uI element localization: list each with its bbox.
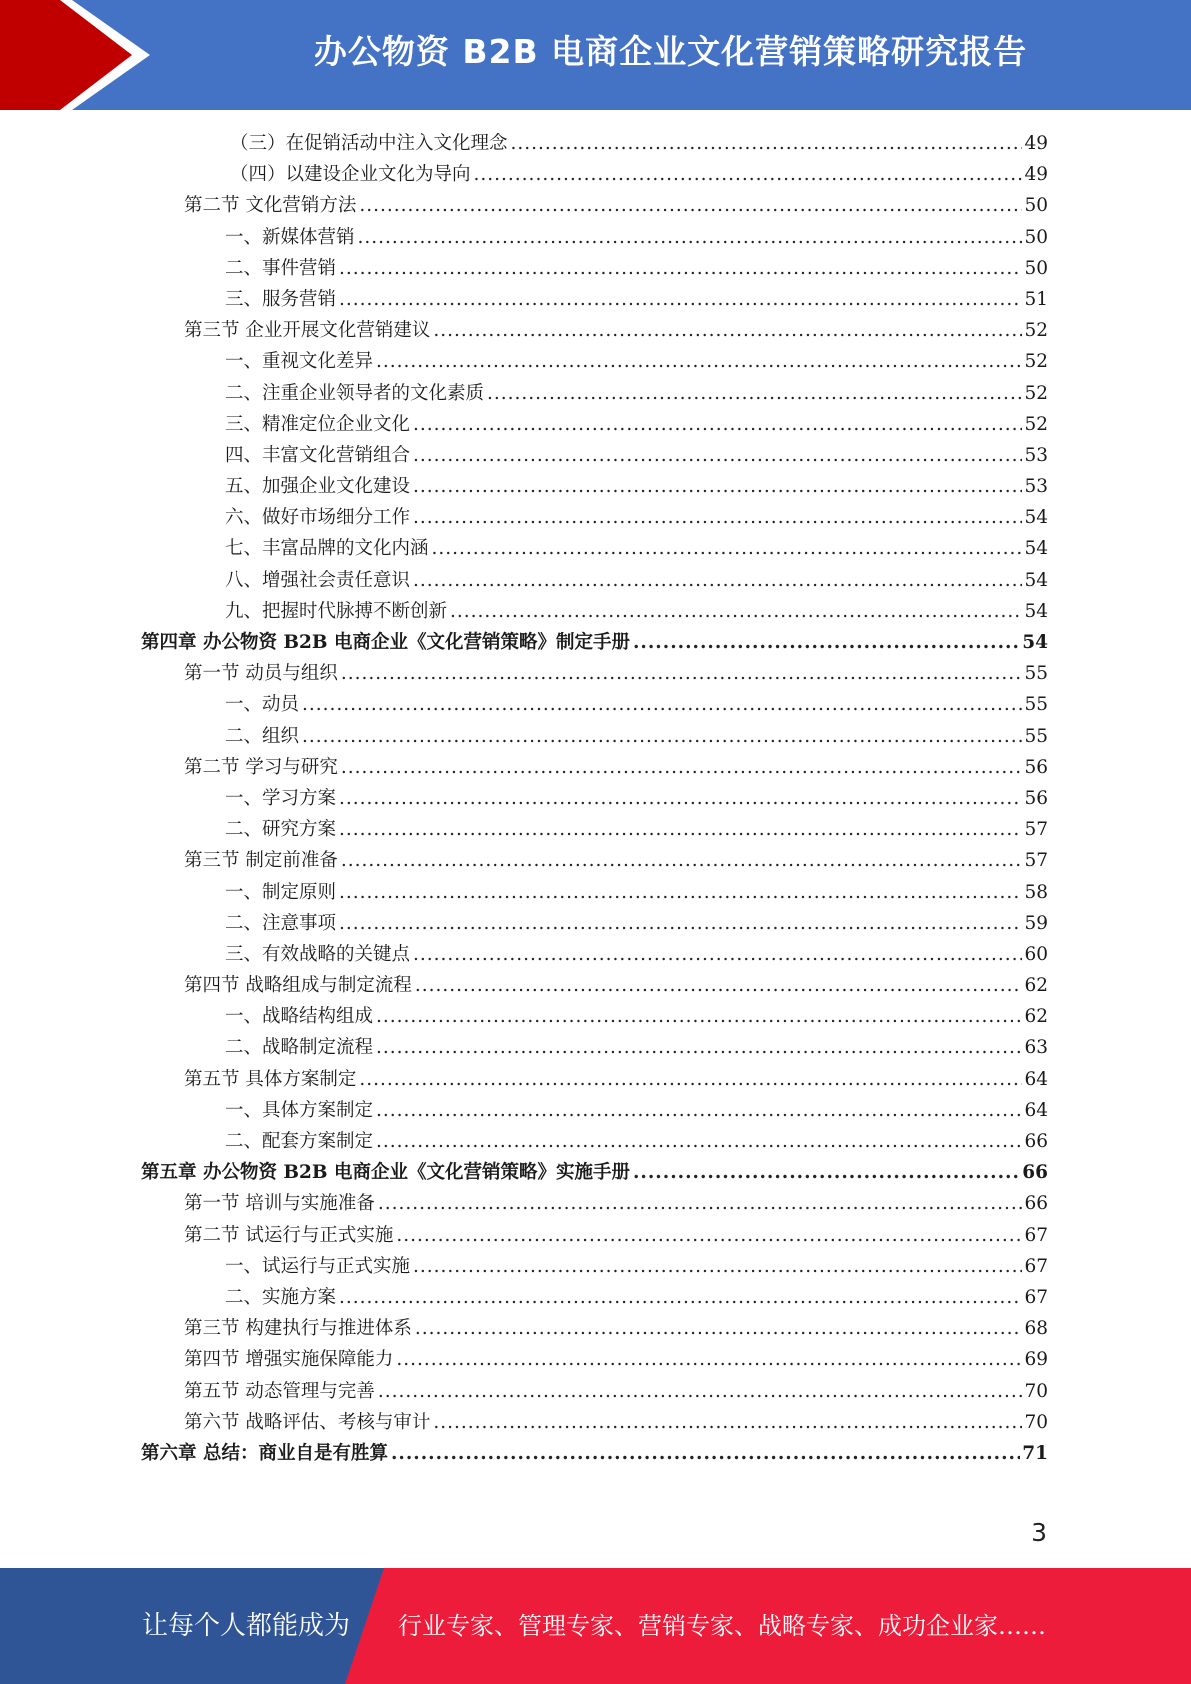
toc-entry-page: 54 xyxy=(1022,632,1048,653)
toc-entry-title: 一、动员 xyxy=(225,694,300,716)
toc-entry[interactable] xyxy=(141,1188,1048,1219)
dot-leader xyxy=(413,565,1022,596)
toc-entry-page: 66 xyxy=(1024,1131,1048,1152)
dot-leader xyxy=(376,1095,1022,1126)
toc-entry-page: 52 xyxy=(1024,382,1048,404)
toc-entry-title: 二、研究方案 xyxy=(225,819,337,841)
toc-entry-title: 二、注意事项 xyxy=(225,912,337,934)
toc-entry-page: 54 xyxy=(1024,507,1048,529)
toc-entry-title: 第三节 企业开展文化营销建议 xyxy=(184,320,431,342)
toc-entry-page: 53 xyxy=(1024,476,1048,498)
toc-entry-page: 57 xyxy=(1024,819,1048,841)
toc-entry-page: 52 xyxy=(1024,413,1048,435)
toc-entry[interactable] xyxy=(141,190,1048,221)
toc-entry-page: 64 xyxy=(1024,1099,1048,1121)
toc-entry-page: 55 xyxy=(1024,725,1048,747)
dot-leader xyxy=(376,1001,1022,1032)
toc-entry-title: 第二节 文化营销方法 xyxy=(184,195,357,217)
dot-leader xyxy=(359,190,1022,221)
toc-entry[interactable] xyxy=(141,877,1048,908)
toc-entry-page: 55 xyxy=(1024,663,1048,685)
toc-entry[interactable] xyxy=(141,1095,1048,1126)
dot-leader xyxy=(432,533,1023,564)
dot-leader xyxy=(339,814,1022,845)
toc-entry[interactable] xyxy=(141,533,1048,564)
toc-entry[interactable] xyxy=(141,658,1048,689)
toc-entry-title: 第四节 增强实施保障能力 xyxy=(184,1349,394,1371)
toc-entry[interactable] xyxy=(141,409,1048,440)
dot-leader xyxy=(376,346,1022,377)
toc-entry-title: 九、把握时代脉搏不断创新 xyxy=(225,600,448,622)
toc-entry[interactable] xyxy=(141,1376,1048,1407)
dot-leader xyxy=(433,315,1022,346)
toc-entry[interactable] xyxy=(141,845,1048,876)
toc-entry-title: 一、具体方案制定 xyxy=(225,1099,374,1121)
toc-entry-title: 第五节 动态管理与完善 xyxy=(184,1380,375,1402)
toc-entry[interactable] xyxy=(141,1001,1048,1032)
toc-entry-page: 63 xyxy=(1024,1037,1048,1059)
toc-entry[interactable] xyxy=(141,1438,1048,1469)
dot-leader xyxy=(339,253,1022,284)
page-number: 3 xyxy=(1031,1518,1047,1547)
toc-entry-page: 50 xyxy=(1024,257,1048,279)
toc-entry[interactable] xyxy=(141,908,1048,939)
toc-entry-title: 二、配套方案制定 xyxy=(225,1131,374,1152)
toc-entry[interactable] xyxy=(141,970,1048,1001)
toc-entry-title: 三、精准定位企业文化 xyxy=(225,413,411,435)
dot-leader xyxy=(413,440,1022,471)
toc-entry[interactable] xyxy=(141,440,1048,471)
toc-entry-title: （三）在促销活动中注入文化理念 xyxy=(230,133,508,154)
toc-entry-page: 52 xyxy=(1024,351,1048,373)
dot-leader xyxy=(413,1251,1022,1282)
toc-entry[interactable] xyxy=(141,627,1048,658)
toc-entry[interactable] xyxy=(141,752,1048,783)
toc-entry[interactable] xyxy=(141,689,1048,720)
dot-leader xyxy=(341,845,1023,876)
toc-entry[interactable] xyxy=(141,939,1048,970)
toc-entry-page: 59 xyxy=(1024,912,1048,934)
toc-entry[interactable] xyxy=(141,346,1048,377)
dot-leader xyxy=(302,721,1022,752)
dot-leader xyxy=(358,222,1023,253)
toc-entry-page: 69 xyxy=(1024,1349,1048,1371)
dot-leader xyxy=(359,1064,1022,1095)
toc-entry[interactable] xyxy=(141,159,1048,190)
toc-entry-page: 50 xyxy=(1024,226,1048,248)
toc-entry-title: 第五章 办公物资 B2B 电商企业《文化营销策略》实施手册 xyxy=(141,1162,630,1184)
toc-entry-title: 一、战略结构组成 xyxy=(225,1006,374,1028)
toc-entry-page: 68 xyxy=(1024,1318,1048,1340)
toc-entry[interactable] xyxy=(141,1313,1048,1344)
toc-entry-page: 58 xyxy=(1024,881,1048,903)
dot-leader xyxy=(378,1376,1023,1407)
toc-entry[interactable] xyxy=(141,128,1048,159)
dot-leader xyxy=(378,1188,1023,1219)
toc-entry-page: 57 xyxy=(1024,850,1048,872)
toc-entry-page: 55 xyxy=(1024,694,1048,716)
report-title: 办公物资 B2B 电商企业文化营销策略研究报告 xyxy=(313,32,1028,71)
toc-entry-title: 二、组织 xyxy=(225,725,300,747)
toc-entry-title: 第五节 具体方案制定 xyxy=(184,1068,357,1090)
dot-leader xyxy=(339,908,1022,939)
page-header xyxy=(0,0,1191,110)
toc-entry[interactable] xyxy=(141,1157,1048,1188)
toc-entry[interactable] xyxy=(141,253,1048,284)
dot-leader xyxy=(391,1438,1020,1469)
toc-entry-page: 49 xyxy=(1024,133,1048,154)
toc-entry-page: 71 xyxy=(1022,1442,1048,1464)
dot-leader xyxy=(415,1313,1023,1344)
toc-entry-page: 56 xyxy=(1024,787,1048,809)
toc-entry[interactable] xyxy=(141,1251,1048,1282)
toc-entry[interactable] xyxy=(141,1344,1048,1375)
toc-entry-page: 54 xyxy=(1024,600,1048,622)
toc-entry-title: 一、试运行与正式实施 xyxy=(225,1255,411,1277)
toc-entry-title: 四、丰富文化营销组合 xyxy=(225,444,411,466)
page-footer xyxy=(0,1568,1191,1684)
toc-entry-title: 第四章 办公物资 B2B 电商企业《文化营销策略》制定手册 xyxy=(141,632,630,653)
toc-entry-page: 70 xyxy=(1024,1411,1048,1433)
toc-entry-title: 第三节 制定前准备 xyxy=(184,850,338,872)
header-arrow-decoration xyxy=(0,0,160,110)
toc-entry[interactable] xyxy=(141,471,1048,502)
dot-leader xyxy=(413,502,1022,533)
dot-leader xyxy=(339,783,1022,814)
toc-entry-title: 一、制定原则 xyxy=(225,881,337,903)
toc-entry[interactable] xyxy=(141,315,1048,346)
toc-entry[interactable] xyxy=(141,814,1048,845)
toc-entry-title: 八、增强社会责任意识 xyxy=(225,569,411,591)
dot-leader xyxy=(413,471,1022,502)
table-of-contents xyxy=(141,128,1048,1469)
dot-leader xyxy=(633,1157,1020,1188)
toc-entry-page: 51 xyxy=(1024,288,1048,310)
dot-leader xyxy=(633,627,1020,658)
toc-entry-page: 54 xyxy=(1024,569,1048,591)
toc-entry[interactable] xyxy=(141,284,1048,315)
toc-entry-page: 54 xyxy=(1024,538,1048,560)
toc-entry-title: 二、事件营销 xyxy=(225,257,337,279)
toc-entry-title: 一、学习方案 xyxy=(225,787,337,809)
toc-entry[interactable] xyxy=(141,596,1048,627)
toc-entry[interactable] xyxy=(141,565,1048,596)
toc-entry[interactable] xyxy=(141,1064,1048,1095)
toc-entry-page: 56 xyxy=(1024,756,1048,778)
toc-entry-title: 第二节 学习与研究 xyxy=(184,756,338,778)
toc-entry-title: 一、重视文化差异 xyxy=(225,351,374,373)
toc-entry-title: 二、注重企业领导者的文化素质 xyxy=(225,382,485,404)
toc-entry-page: 49 xyxy=(1024,164,1048,186)
toc-entry-title: 第六章 总结：商业自是有胜算 xyxy=(141,1442,388,1464)
toc-entry-page: 50 xyxy=(1024,195,1048,217)
toc-entry[interactable] xyxy=(141,721,1048,752)
toc-entry-title: （四）以建设企业文化为导向 xyxy=(230,164,471,186)
dot-leader xyxy=(415,970,1023,1001)
footer-slogan-right: 行业专家、管理专家、营销专家、战略专家、成功企业家…… xyxy=(398,1612,1046,1640)
dot-leader xyxy=(339,284,1022,315)
toc-entry-page: 67 xyxy=(1024,1224,1048,1246)
toc-entry-page: 66 xyxy=(1024,1193,1048,1215)
toc-entry[interactable] xyxy=(141,1407,1048,1438)
toc-entry-page: 60 xyxy=(1024,943,1048,965)
footer-slogan-left: 让每个人都能成为 xyxy=(142,1611,351,1641)
toc-entry-title: 三、有效战略的关键点 xyxy=(225,943,411,965)
toc-entry-page: 67 xyxy=(1024,1255,1048,1277)
toc-entry-page: 67 xyxy=(1024,1286,1048,1308)
toc-entry[interactable] xyxy=(141,783,1048,814)
toc-entry-title: 第一节 动员与组织 xyxy=(184,663,338,685)
dot-leader xyxy=(474,159,1023,190)
toc-entry[interactable] xyxy=(141,1126,1048,1157)
toc-entry[interactable] xyxy=(141,502,1048,533)
toc-entry-page: 62 xyxy=(1024,975,1048,997)
dot-leader xyxy=(341,658,1023,689)
toc-entry-page: 64 xyxy=(1024,1068,1048,1090)
toc-entry-title: 第四节 战略组成与制定流程 xyxy=(184,975,412,997)
dot-leader xyxy=(396,1220,1022,1251)
toc-entry-title: 五、加强企业文化建设 xyxy=(225,476,411,498)
toc-entry-page: 53 xyxy=(1024,444,1048,466)
toc-entry[interactable] xyxy=(141,378,1048,409)
dot-leader xyxy=(339,1282,1022,1313)
toc-entry-title: 第一节 培训与实施准备 xyxy=(184,1193,375,1215)
toc-entry-page: 52 xyxy=(1024,320,1048,342)
toc-entry-title: 二、战略制定流程 xyxy=(225,1037,374,1059)
dot-leader xyxy=(376,1032,1022,1063)
toc-entry-title: 二、实施方案 xyxy=(225,1286,337,1308)
dot-leader xyxy=(376,1126,1022,1157)
toc-entry[interactable] xyxy=(141,222,1048,253)
toc-entry-page: 66 xyxy=(1022,1162,1048,1184)
toc-entry-title: 一、新媒体营销 xyxy=(225,226,355,248)
toc-entry[interactable] xyxy=(141,1220,1048,1251)
toc-entry-title: 第六节 战略评估、考核与审计 xyxy=(184,1411,431,1433)
dot-leader xyxy=(341,752,1023,783)
dot-leader xyxy=(413,939,1022,970)
dot-leader xyxy=(487,378,1022,409)
toc-entry-title: 七、丰富品牌的文化内涵 xyxy=(225,538,429,560)
dot-leader xyxy=(433,1407,1022,1438)
toc-entry-page: 70 xyxy=(1024,1380,1048,1402)
toc-entry[interactable] xyxy=(141,1282,1048,1313)
dot-leader xyxy=(413,409,1022,440)
dot-leader xyxy=(450,596,1022,627)
toc-entry-title: 第三节 构建执行与推进体系 xyxy=(184,1318,412,1340)
toc-entry-title: 第二节 试运行与正式实施 xyxy=(184,1224,394,1246)
dot-leader xyxy=(339,877,1022,908)
toc-entry[interactable] xyxy=(141,1032,1048,1063)
toc-entry-title: 三、服务营销 xyxy=(225,288,337,310)
dot-leader xyxy=(396,1344,1022,1375)
dot-leader xyxy=(511,128,1023,159)
toc-entry-page: 62 xyxy=(1024,1006,1048,1028)
toc-entry-title: 六、做好市场细分工作 xyxy=(225,507,411,529)
dot-leader xyxy=(302,689,1022,720)
